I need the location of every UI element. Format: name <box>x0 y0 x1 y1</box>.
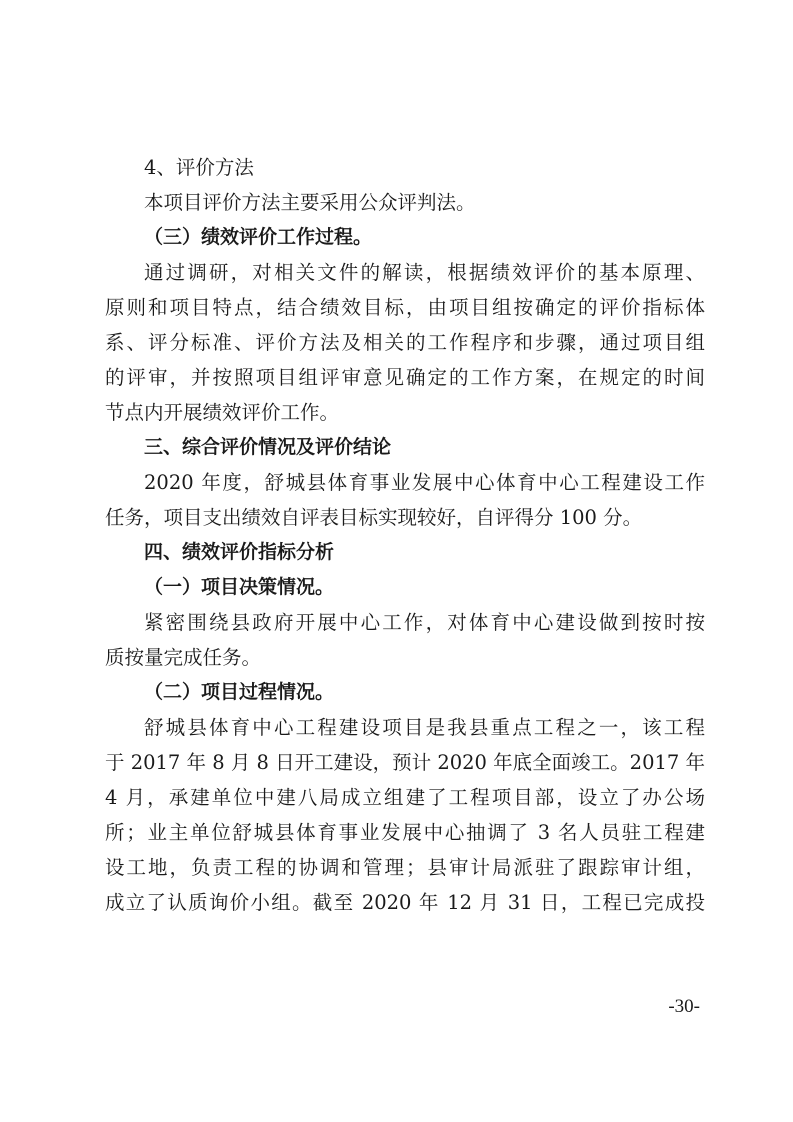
section-heading-conclusion: 三、综合评价情况及评价结论 <box>144 436 392 458</box>
paragraph-line: 所；业主单位舒城县体育事业发展中心抽调了 3 名人员驻工程建 <box>105 821 705 844</box>
page-number: -30- <box>668 996 700 1017</box>
paragraph-line: 成立了认质询价小组。截至 2020 年 12 月 31 日，工程已完成投 <box>105 891 705 914</box>
paragraph-line: 设工地，负责工程的协调和管理；县审计局派驻了跟踪审计组， <box>105 856 705 879</box>
paragraph-line: 质按量完成任务。 <box>105 646 262 669</box>
paragraph-line: 任务，项目支出绩效自评表目标实现较好，自评得分 100 分。 <box>105 506 643 529</box>
section-heading-process: （二）项目过程情况。 <box>144 681 335 703</box>
paragraph-line: 的评审，并按照项目组评审意见确定的工作方案，在规定的时间 <box>105 366 705 389</box>
paragraph-line: 紧密围绕县政府开展中心工作，对体育中心建设做到按时按 <box>144 611 705 634</box>
section-heading-indicator-analysis: 四、绩效评价指标分析 <box>144 541 335 563</box>
paragraph-line: 系、评分标准、评价方法及相关的工作程序和步骤，通过项目组 <box>105 331 705 354</box>
paragraph-line: 舒城县体育中心工程建设项目是我县重点工程之一，该工程 <box>144 716 705 739</box>
document-body <box>105 150 705 920</box>
subheading-evaluation-method: 4、评价方法 <box>144 156 254 179</box>
section-heading-decision: （一）项目决策情况。 <box>144 576 335 598</box>
paragraph-line: 节点内开展绩效评价工作。 <box>105 401 340 424</box>
paragraph-line: 原则和项目特点，结合绩效目标，由项目组按确定的评价指标体 <box>105 296 705 319</box>
paragraph-line: 通过调研，对相关文件的解读，根据绩效评价的基本原理、 <box>144 261 705 284</box>
section-heading-evaluation-process: （三）绩效评价工作过程。 <box>144 226 373 248</box>
paragraph-line: 4 月，承建单位中建八局成立组建了工程项目部，设立了办公场 <box>105 786 705 809</box>
paragraph-line: 本项目评价方法主要采用公众评判法。 <box>144 191 476 214</box>
paragraph-line: 2020 年度，舒城县体育事业发展中心体育中心工程建设工作 <box>144 471 705 494</box>
paragraph-line: 于 2017 年 8 月 8 日开工建设，预计 2020 年底全面竣工。2017 年 <box>105 751 705 774</box>
